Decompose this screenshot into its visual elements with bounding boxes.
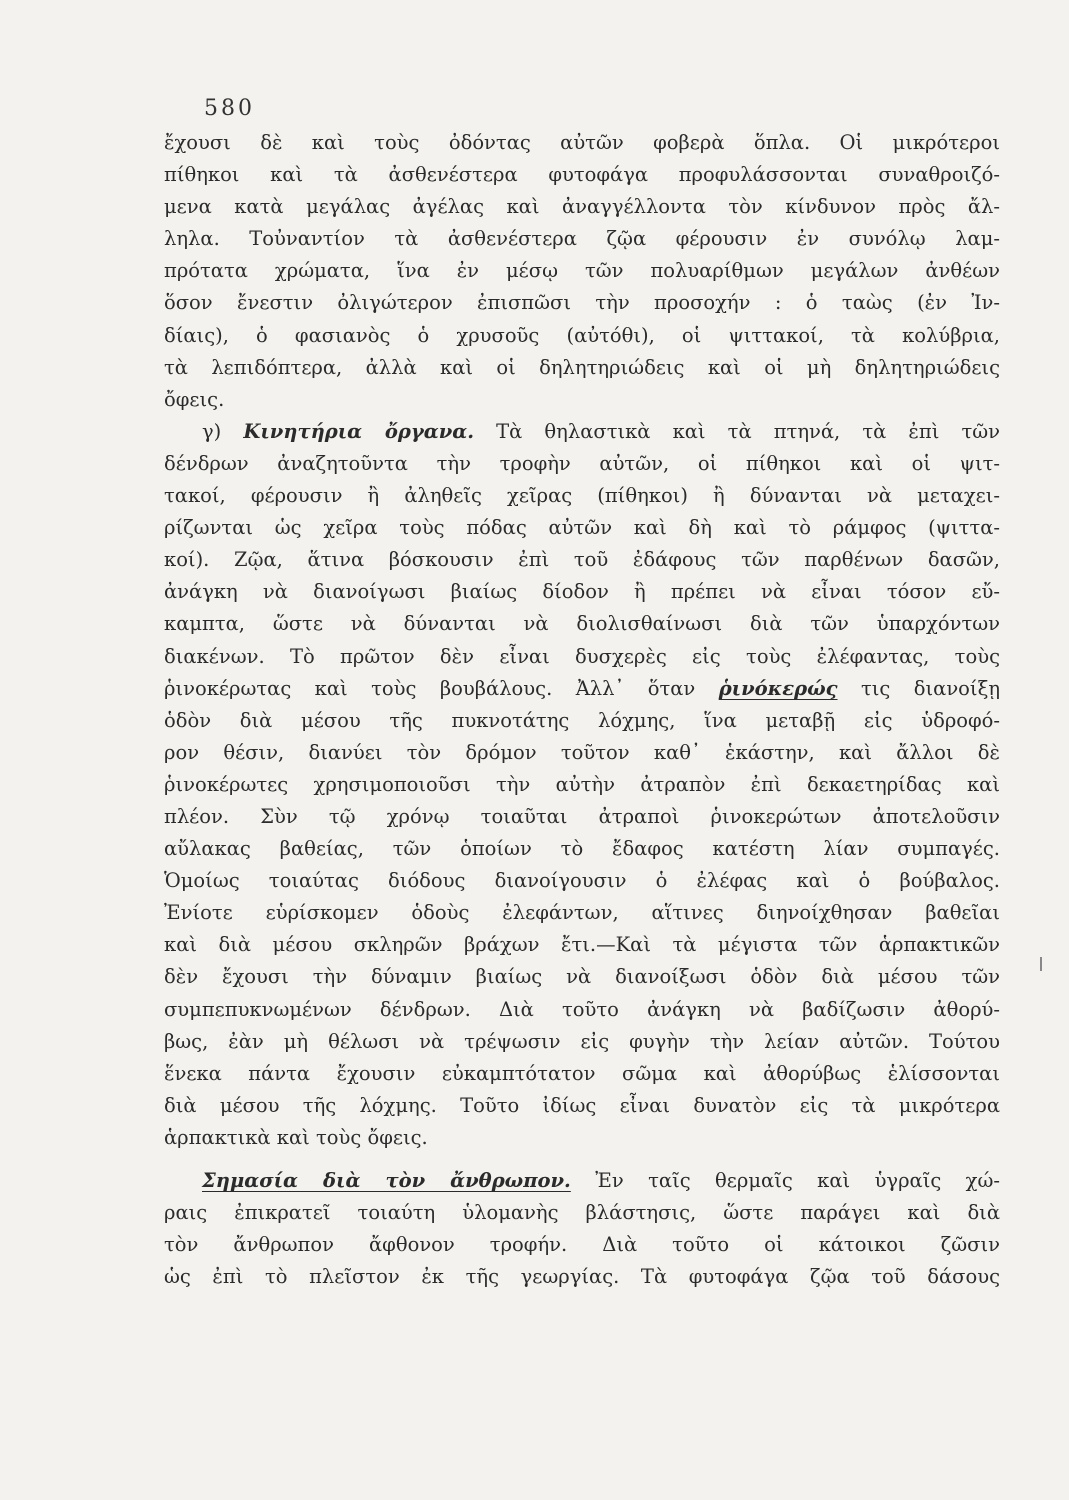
scan-mark [1040,957,1042,971]
text-line: ὡς ἐπὶ τὸ πλεῖστον ἐκ τῆς γεωργίας. Τὰ φυτοφάγα ζῷα τοῦ δάσους [164,1265,1000,1289]
text-line: ραις ἐπικρατεῖ τοιαύτη ὑλομανὴς βλάστησις, ὥστε παράγει καὶ διὰ [164,1201,1000,1225]
text-line: τὰ λεπιδόπτερα, ἀλλὰ καὶ οἱ δηλητηριώδεις καὶ οἱ μὴ δηλητηριώδεις [164,355,1000,379]
text-line: πρότατα χρώματα, ἵνα ἐν μέσῳ τῶν πολυαρίθμων μεγάλων ἀνθέων [164,259,1000,283]
text-column [164,127,1000,1293]
text-line: δὲν ἔχουσι τὴν δύναμιν βιαίως νὰ διανοίξωσι ὁδὸν διὰ μέσου τῶν [164,965,1000,989]
text-line: ἕνεκα πάντα ἔχουσιν εὐκαμπτότατον σῶμα καὶ ἀθορύβως ἑλίσσονται [164,1061,1000,1085]
text-line: καμπτα, ὥστε νὰ δύνανται νὰ διολισθαίνωσι διὰ τῶν ὑπαρχόντων [164,612,1000,636]
text-line: ἁρπακτικὰ καὶ τοὺς ὄφεις. [164,1125,428,1149]
text-line: ἀνάγκη νὰ διανοίγωσι βιαίως δίοδον ἢ πρέπει νὰ εἶναι τόσον εὔ- [164,580,1000,604]
text-line: διὰ μέσου τῆς λόχμης. Τοῦτο ἰδίως εἶναι δυνατὸν εἰς τὰ μικρότερα [164,1093,1000,1117]
text-line: ῥινοκέρωτας καὶ τοὺς βουβάλους. Ἀλλ᾽ ὅταν ῥινόκερώς τις διανοίξῃ [164,676,1000,700]
text-line: τακοί, φέρουσιν ἢ ἀληθεῖς χεῖρας (πίθηκοι) ἢ δύνανται νὰ μεταχει- [164,484,1000,508]
text-line: Ὁμοίως τοιαύτας διόδους διανοίγουσιν ὁ ἐλέφας καὶ ὁ βούβαλος. [164,869,1000,893]
text-line: βως, ἐὰν μὴ θέλωσι νὰ τρέψωσιν εἰς φυγὴν τὴν λείαν αὐτῶν. Τούτου [164,1029,1000,1053]
text-line: πίθηκοι καὶ τὰ ἀσθενέστερα φυτοφάγα προφυλάσσονται συναθροιζό- [164,163,1000,187]
text-line: κοί). Ζῷα, ἅτινα βόσκουσιν ἐπὶ τοῦ ἐδάφους τῶν παρθένων δασῶν, [164,548,1000,572]
page-number: 580 [204,96,255,121]
section-heading-line: Σημασία διὰ τὸν ἄνθρωπον. Ἐν ταῖς θερμαῖς καὶ ὑγραῖς χώ- [202,1169,1000,1192]
text-line: δίαις), ὁ φασιανὸς ὁ χρυσοῦς (αὐτόθι), οἱ ψιττακοί, τὰ κολύβρια, [164,323,1000,347]
text-line: συμπεπυκνωμένων δένδρων. Διὰ τοῦτο ἀνάγκη νὰ βαδίζωσιν ἀθορύ- [164,997,1000,1021]
emphasis-rhinoceros: ῥινόκερώς [718,676,838,700]
text-line: ἔχουσι δὲ καὶ τοὺς ὀδόντας αὐτῶν φοβερὰ ὅπλα. Οἱ μικρότεροι [164,131,1000,154]
text-line: ρίζωνται ὡς χεῖρα τοὺς πόδας αὐτῶν καὶ δὴ καὶ τὸ ράμφος (ψιττα- [164,516,1000,540]
text-line: ῥινοκέρωτες χρησιμοποιοῦσι τὴν αὐτὴν ἀτραπὸν ἐπὶ δεκαετηρίδας καὶ [164,772,1000,796]
text-line: ὄφεις. [164,387,225,411]
text-line: δένδρων ἀναζητοῦντα τὴν τροφὴν αὐτῶν, οἱ πίθηκοι καὶ οἱ ψιτ- [164,451,1000,475]
text-line: τὸν ἄνθρωπον ἄφθονον τροφήν. Διὰ τοῦτο οἱ κάτοικοι ζῶσιν [164,1233,1000,1257]
section-heading-line: γ) Κινητήρια ὄργανα. Τὰ θηλαστικὰ καὶ τὰ πτηνά, τὰ ἐπὶ τῶν [202,419,1000,443]
text-line: ρον θέσιν, διανύει τὸν δρόμον τοῦτον καθ᾽ ἑκάστην, καὶ ἄλλοι δὲ [164,740,1000,764]
text-line: ληλα. Τοὐναντίον τὰ ἀσθενέστερα ζῷα φέρουσιν ἐν συνόλῳ λαμ- [164,227,1000,251]
text-line: αὔλακας βαθείας, τῶν ὁποίων τὸ ἔδαφος κατέστη λίαν συμπαγές. [164,837,1000,861]
text-line: καὶ διὰ μέσου σκληρῶν βράχων ἔτι.—Καὶ τὰ μέγιστα τῶν ἁρπακτικῶν [164,933,1000,957]
text-line: ὁδὸν διὰ μέσου τῆς πυκνοτάτης λόχμης, ἵνα μεταβῇ εἰς ὑδροφό- [164,708,1000,732]
text-line: μενα κατὰ μεγάλας ἀγέλας καὶ ἀναγγέλλοντα τὸν κίνδυνον πρὸς ἄλ- [164,195,1000,219]
text-line: ὅσον ἔνεστιν ὀλιγώτερον ἐπισπῶσι τὴν προσοχήν : ὁ ταὼς (ἐν Ἰν- [164,291,1000,315]
text-line: Ἐνίοτε εὑρίσκομεν ὁδοὺς ἐλεφάντων, αἵτινες διηνοίχθησαν βαθεῖαι [164,901,1000,925]
section-heading-kinetic-organs: Κινητήρια ὄργανα. [243,419,475,443]
text-line: διακένων. Τὸ πρῶτον δὲν εἶναι δυσχερὲς εἰς τοὺς ἐλέφαντας, τοὺς [164,644,1000,668]
text-line: πλέον. Σὺν τῷ χρόνῳ τοιαῦται ἀτραποὶ ῥινοκερώτων ἀποτελοῦσιν [164,804,1000,828]
section-heading-significance-for-man: Σημασία διὰ τὸν ἄνθρωπον. [202,1169,571,1192]
